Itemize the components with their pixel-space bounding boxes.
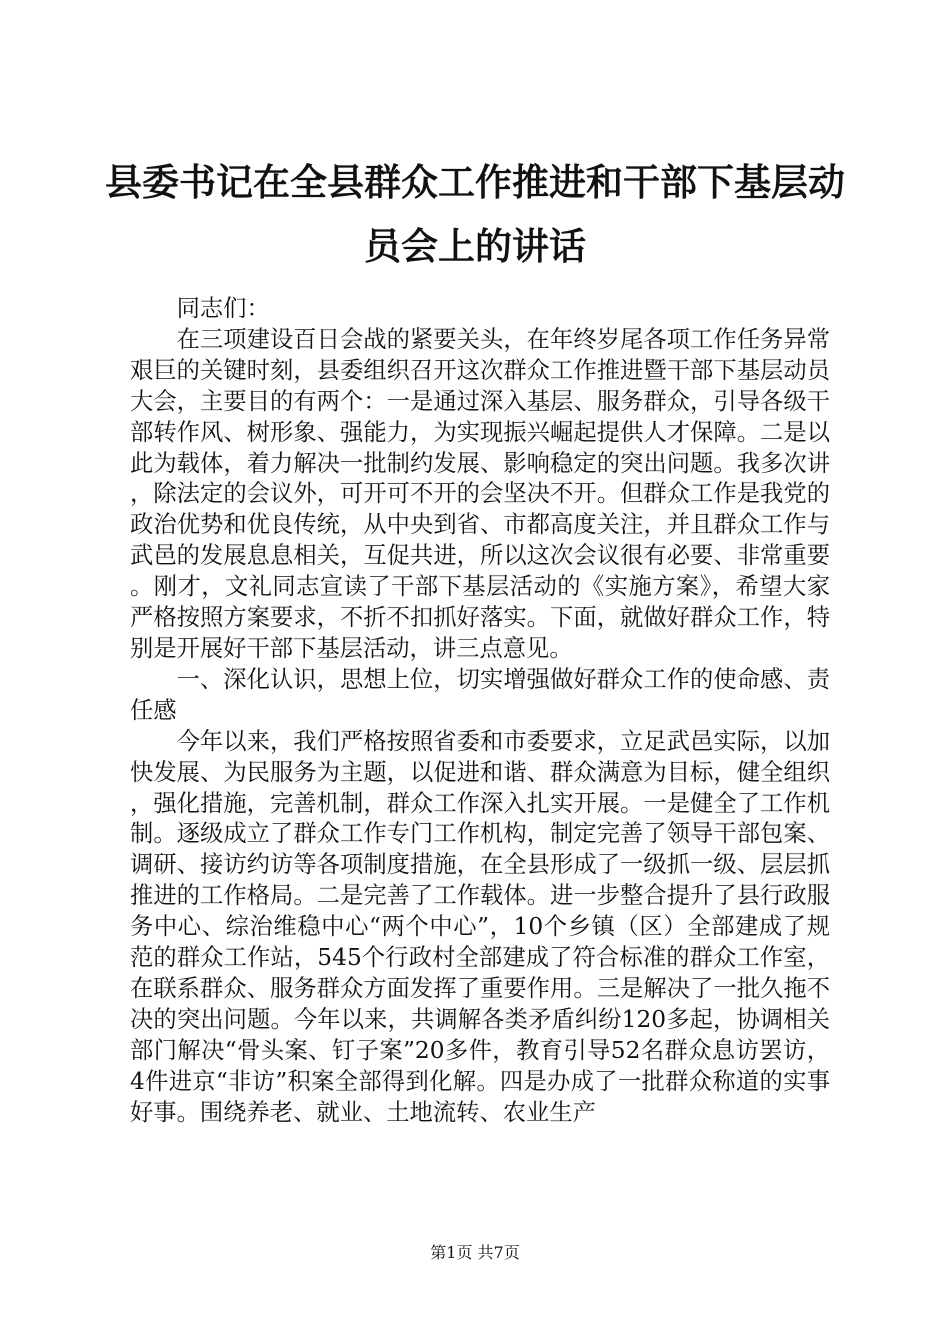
salutation: 同志们： [176,295,270,322]
document-body [130,294,830,1128]
body-paragraph: 今年以来，我们严格按照省委和市委要求，立足武邑实际，以加快发展、为民服务为主题，以促进和谐、群众满意为目标，健全组织，强化措施，完善机制，群众工作深入扎实开展。一是健全了工作机制。逐级成立了群众工作专门工作机构，制定完善了领导干部包案、调研、接访约访等各项制度措施，在全县形成了一级抓一级、层层抓推进的工作格局。二是完善了工作载体。进一步整合提升了县行政服务中心、综治维稳中心“两个中心”，10个乡镇（区）全部建成了规范的群众工作站，545个行政村全部建成了符合标准的群众工作室，在联系群众、服务群众方面发挥了重要作用。三是解决了一批久拖不决的突出问题。今年以来，共调解各类矛盾纠纷120多起，协调相关部门解决“骨头案、钉子案”20多件，教育引导52名群众息访罢访，4件进京“非访”积案全部得到化解。四是办成了一批群众称道的实事好事。围绕养老、就业、土地流转、农业生产 [130,727,830,1126]
page-number-footer: 第1页 共7页 [430,1243,520,1262]
body-paragraph: 在三项建设百日会战的紧要关头，在年终岁尾各项工作任务异常艰巨的关键时刻，县委组织召开这次群众工作推进暨干部下基层动员大会，主要目的有两个：一是通过深入基层、服务群众，引导各级干部转作风、树形象、强能力，为实现振兴崛起提供人才保障。二是以此为载体，着力解决一批制约发展、影响稳定的突出问题。我多次讲，除法定的会议外，可开可不开的会坚决不开。但群众工作是我党的政治优势和优良传统，从中央到省、市都高度关注，并且群众工作与武邑的发展息息相关，互促共进，所以这次会议很有必要、非常重要。刚才，文礼同志宣读了干部下基层活动的《实施方案》，希望大家严格按照方案要求，不折不扣抓好落实。下面，就做好群众工作，特别是开展好干部下基层活动，讲三点意见。 [130,325,830,662]
document-title-line-1: 县委书记在全县群众工作推进和干部下基层动 [105,161,845,204]
document-title-line-2: 员会上的讲话 [364,225,586,268]
section-heading: 一、深化认识，思想上位，切实增强做好群众工作的使命感、责任感 [130,665,830,724]
